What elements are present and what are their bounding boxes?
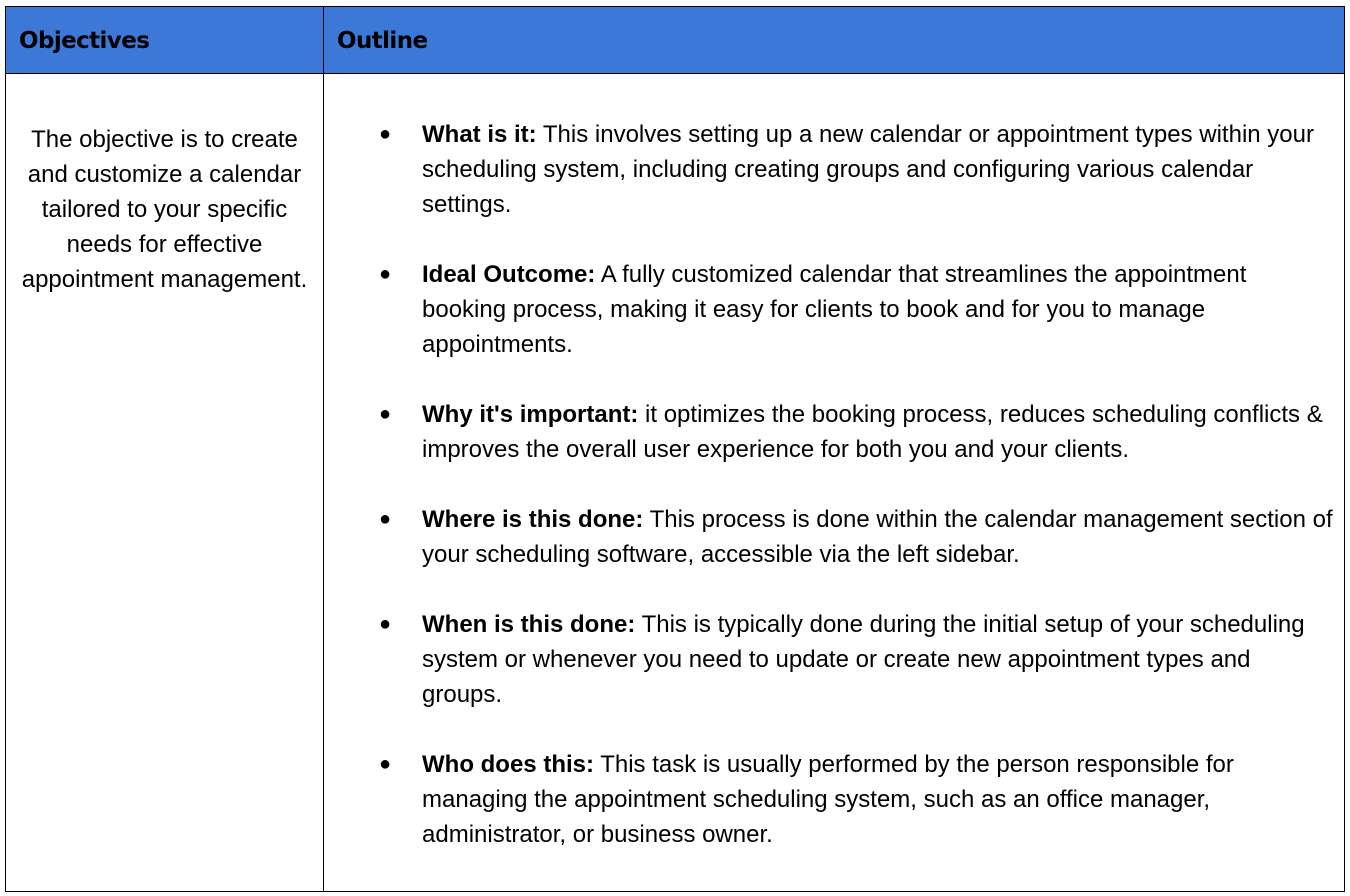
outline-item-who-does bbox=[324, 747, 1344, 852]
objective-text: The objective is to create and customize a calendar tailored to your specific needs for effective appointment management. bbox=[21, 126, 308, 294]
outline-item-label: What is it: bbox=[422, 121, 537, 149]
outline-item-where-done bbox=[324, 502, 1344, 572]
outline-item-why-important bbox=[324, 397, 1344, 467]
outline-item-label: When is this done: bbox=[422, 611, 636, 639]
table-header-row bbox=[6, 7, 1345, 74]
bullet-icon: ● bbox=[379, 403, 392, 426]
bullet-icon: ● bbox=[379, 508, 392, 531]
table-body-row bbox=[6, 74, 1345, 892]
outline-item-text: A fully customized calendar that streamlines the appointment booking process, making it easy for clients to book and for you to manage appointments. bbox=[422, 261, 1247, 359]
outline-item-text: This involves setting up a new calendar or appointment types within your scheduling system, including creating groups and configuring various calendar settings. bbox=[422, 121, 1314, 219]
outline-item-label: Why it's important: bbox=[422, 401, 639, 429]
bullet-icon: ● bbox=[379, 613, 392, 636]
outline-item-text: it optimizes the booking process, reduces scheduling conflicts & improves the overall user experience for both you and your clients. bbox=[422, 401, 1323, 464]
outline-item-label: Ideal Outcome: bbox=[422, 261, 596, 289]
outline-item-label: Where is this done: bbox=[422, 506, 644, 534]
outline-item-text: This process is done within the calendar management section of your scheduling software, accessible via the left sidebar. bbox=[422, 506, 1333, 569]
bullet-icon: ● bbox=[379, 123, 392, 146]
objectives-outline-table bbox=[5, 6, 1345, 892]
objectives-header: Objectives bbox=[6, 7, 324, 74]
outline-cell bbox=[324, 74, 1345, 892]
outline-item-ideal-outcome bbox=[324, 257, 1344, 362]
outline-list bbox=[324, 117, 1344, 852]
outline-header: Outline bbox=[324, 7, 1345, 74]
outline-item-what-is-it bbox=[324, 117, 1344, 222]
outline-item-label: Who does this: bbox=[422, 751, 594, 779]
objective-cell bbox=[6, 74, 324, 892]
outline-item-when-done bbox=[324, 607, 1344, 712]
outline-item-text: This is typically done during the initial setup of your scheduling system or whenever you need to update or create new appointment types and groups. bbox=[422, 611, 1305, 709]
outline-item-text: This task is usually performed by the person responsible for managing the appointment scheduling system, such as an office manager, administrator, or business owner. bbox=[422, 751, 1234, 849]
bullet-icon: ● bbox=[379, 753, 392, 776]
bullet-icon: ● bbox=[379, 263, 392, 286]
